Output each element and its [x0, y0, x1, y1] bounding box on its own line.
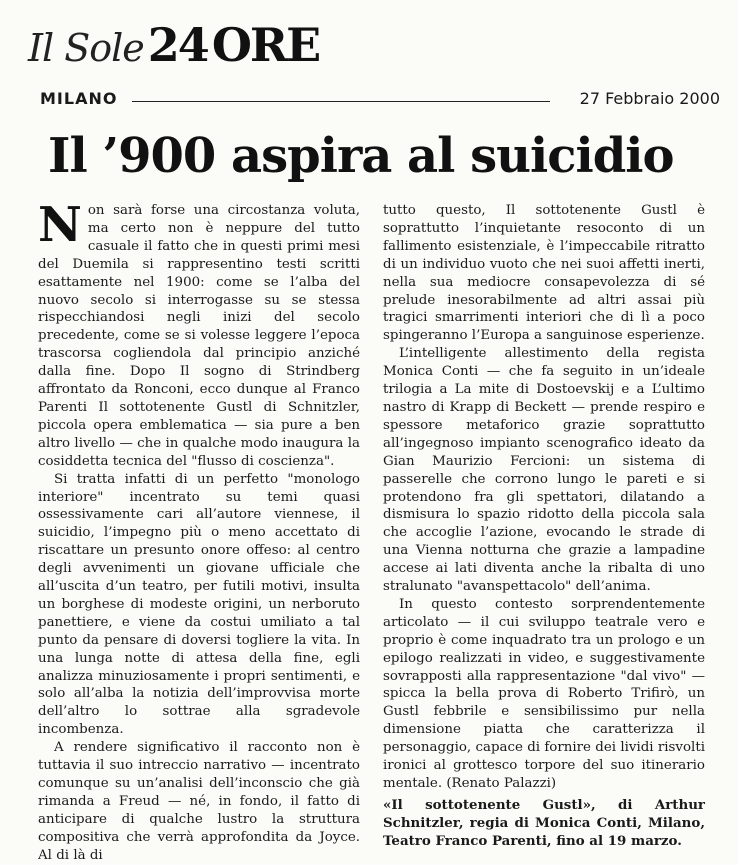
article-column-left: [38, 197, 360, 865]
dateline: [40, 89, 720, 111]
article-paragraph: L’intelligente allestimento della regista Monica Conti — che fa seguito in un’ideale trilogia a La mite di Dostoevskij e a L’ultimo nastro di Krapp di Beckett — prende respiro e spessore metaforico grazie soprattutto all’ingegnoso impianto scenografico ideato da Gian Maurizio Fercioni: un sistema di passerelle che corrono lungo le pareti e si protendono fra gli spettatori, dilatando a dismisura lo spazio ridotto della piccola sala che accoglie l’azione, evocando le strade di una Vienna notturna che grazie a lampadine accese ai lati diventa anche la ribalta di uno stralunato "avanspettacolo" dell’anima.: [383, 346, 705, 595]
paragraph-text: on sarà forse una circostanza voluta, ma certo non è neppure del tutto casuale il fatto che in questi primi mesi del Duemila si rappresentino testi scritti esattamente nel 1900: come se l’alba del nuovo secolo si interrogasse su se stessa rispecchiandosi negli inizi del secolo precedente, come se si volesse leggere l’epoca trascorsa cogliendola dal principio anziché dalla fine. Dopo Il sogno di Strindberg affrontato da Ronconi, ecco dunque al Franco Parenti Il sottotenente Gustl di Schnitzler, piccola opera emblematica — sia pure a ben altro livello — che in qualche modo inaugura la cosiddetta tecnica del "flusso di coscienza".: [38, 203, 360, 469]
dateline-date: 27 Febbraio 2000: [579, 89, 720, 108]
production-credit: «Il sottotenente Gustl», di Arthur Schnitzler, regia di Monica Conti, Milano, Teatro Franco Parenti, fino al 19 marzo.: [383, 796, 705, 849]
dateline-city: MILANO: [40, 89, 118, 108]
dateline-rule: [132, 101, 550, 102]
masthead-part3: ORE: [211, 18, 320, 72]
article-paragraph: tutto questo, Il sottotenente Gustl è soprattutto l’inquietante resoconto di un fallimento esistenziale, è l’impeccabile ritratto di un individuo vuoto che nei suoi affetti inerti, nella sua mediocre consapevolezza di sé prelude inesorabilmente ad altri assai più tragici smarrimenti interiori che di lì a poco spingeranno l’Europa a sanguinose esperienze.: [383, 203, 705, 344]
masthead-logo: [28, 18, 319, 76]
article-column-right: [383, 202, 705, 851]
drop-cap: N: [38, 197, 82, 253]
article-paragraph: Si tratta infatti di un perfetto "monologo interiore" incentrato su temi quasi ossessivamente cari all’autore viennese, il suicidio, l’impegno più o meno accettato di riscattare un presunto onore offeso: al centro degli avvenimenti un giovane ufficiale che all’uscita d’un teatro, per futili motivi, insulta un borghese di modeste origini, un nerboruto panettiere, e viene da costui umiliato a tal punto da pensare di doversi togliere la vita. In una lunga notte di attesa della fine, egli analizza minuziosamente i propri sentimenti, e solo all’alba la notizia dell’improvvisa morte dell’altro lo sottrae alla sgradevole incombenza.: [38, 471, 360, 738]
article-paragraph: A rendere significativo il racconto non è tuttavia il suo intreccio narrativo — incentrato comunque su un’analisi dell’inconscio che già rimanda a Freud — né, in fondo, il fatto di anticipare di qualche lustro la struttura compositiva che verrà approfondita da Joyce. Al di là di: [38, 740, 360, 863]
masthead-part1: Il Sole: [28, 26, 144, 70]
headline: Il ’900 aspira al suicidio: [48, 128, 674, 184]
article-paragraph: In questo contesto sorprendentemente articolato — il cui sviluppo teatrale vero e proprio è come inquadrato tra un prologo e un epilogo realizzati in video, e suggestivamente sovrapposti alla rappresentazione "dal vivo" — spicca la bella prova di Roberto Trifirò, un Gustl febbrile e sensibilissimo pur nella dimensione piatta che caratterizza il personaggio, capace di fornire dei lividi risvolti ironici al grottesco torpore del suo itinerario mentale. (Renato Palazzi): [383, 596, 705, 791]
article-paragraph: [38, 197, 360, 471]
masthead-part2: 24: [147, 18, 208, 72]
